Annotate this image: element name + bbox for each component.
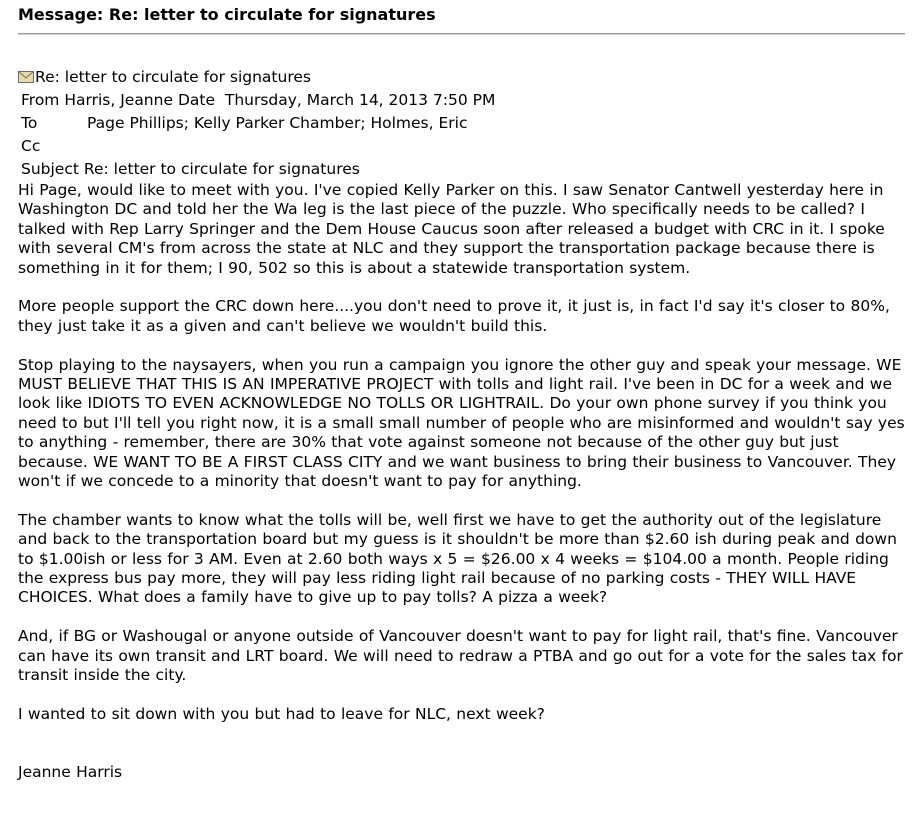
cc-row: [18, 135, 908, 158]
cc-label: Cc: [21, 137, 41, 155]
email-title: Re: letter to circulate for signatures: [35, 68, 311, 86]
page-title: Message: Re: letter to circulate for signatures: [18, 5, 436, 24]
body-paragraph: More people support the CRC down here....you don't need to prove it, it just is, in fact I'd say it's closer to 80%, they just take it as a given and can't believe we wouldn't build this.: [18, 297, 890, 335]
to-value: Page Phillips; Kelly Parker Chamber; Holmes, Eric: [87, 114, 468, 132]
from-label: From: [21, 91, 60, 109]
date-label: Date: [177, 91, 215, 109]
to-label: To: [21, 114, 38, 132]
from-row: [18, 89, 908, 112]
to-row: [18, 112, 908, 135]
header-divider: [18, 33, 905, 35]
subject-value: Re: letter to circulate for signatures: [83, 160, 360, 178]
subject-label: Subject: [21, 160, 79, 178]
body-paragraph: I wanted to sit down with you but had to leave for NLC, next week?: [18, 704, 545, 723]
body-paragraph: The chamber wants to know what the tolls will be, well first we have to get the authority out of the legislature and back to the transportation board but my guess is it shouldn't be more than $2.60 ish during peak and down to $1.00ish or less for 3 AM. Even at 2.60 both ways x 5 = $26.00 x 4 weeks = $104.00 a month. People riding the express bus pay more, they will pay less riding light rail because of no parking costs - THEY WILL HAVE CHOICES. What does a family have to give up to pay tolls? A pizza a week?: [18, 510, 897, 607]
date-value: Thursday, March 14, 2013 7:50 PM: [224, 91, 496, 109]
body-paragraph: And, if BG or Washougal or anyone outside of Vancouver doesn't want to pay for light rail, that's fine. Vancouver can have its own transit and LRT board. We will need to redraw a PTBA and go out for a vote for the sales tax for transit inside the city.: [18, 627, 903, 685]
email-message: [18, 66, 908, 802]
from-value: Harris, Jeanne: [64, 91, 173, 109]
body-paragraph: Hi Page, would like to meet with you. I've copied Kelly Parker on this. I saw Senator Cantwell yesterday here in Washington DC and told her the Wa leg is the last piece of the puzzle. Who specifically needs to be called? I talked with Rep Larry Springer and the Dem House Caucus soon after released a budget with CRC in it. I spoke with several CM's from across the state at NLC and they support the transportation package because there is something in it for them; I 90, 502 so this is about a statewide transportation system.: [18, 181, 885, 277]
envelope-icon: [18, 67, 34, 79]
body-paragraph: Stop playing to the naysayers, when you run a campaign you ignore the other guy and speak your message. WE MUST BELIEVE THAT THIS IS AN IMPERATIVE PROJECT with tolls and light rail. I've been in DC for a week and we look like IDIOTS TO EVEN ACKNOWLEDGE NO TOLLS OR LIGHTRAIL. Do your own phone survey if you think you need to but I'll tell you right now, it is a small small number of people who are misinformed and wouldn't say yes to anything - remember, there are 30% that vote against someone not because of the other guy but just because. WE WANT TO BE A FIRST CLASS CITY and we want business to bring their business to Vancouver. They won't if we concede to a minority that doesn't want to pay for anything.: [18, 355, 905, 491]
subject-row: [18, 158, 908, 181]
signature: Jeanne Harris: [18, 763, 123, 782]
email-body: [18, 181, 908, 783]
email-title-row: [18, 66, 908, 89]
